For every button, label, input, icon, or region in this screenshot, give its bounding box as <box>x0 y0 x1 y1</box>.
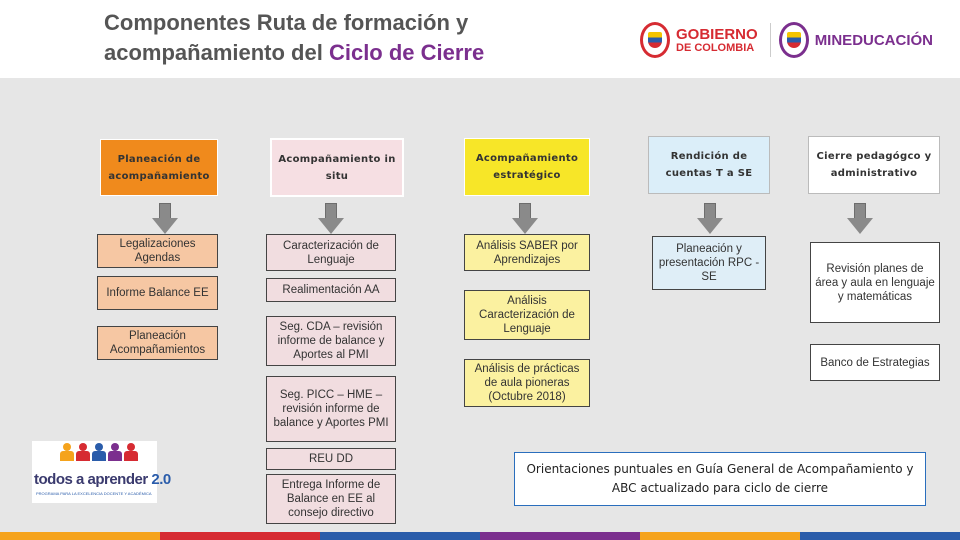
item-informe-balance: Informe Balance EE <box>97 276 218 310</box>
logo-gobierno-line1: GOBIERNO <box>676 25 758 43</box>
logo-taa-subtitle: PROGRAMA PARA LA EXCELENCIA DOCENTE Y ACADÉMICA <box>36 491 152 496</box>
page-title <box>104 8 624 68</box>
logo-gobierno <box>676 27 758 54</box>
logo-taa-text: todos a aprender 2.0 <box>34 471 171 488</box>
note-orientaciones: Orientaciones puntuales en Guía General de Acompañamiento y ABC actualizado para ciclo de cierre <box>514 452 926 506</box>
column-header-acompanamiento-in-situ: Acompañamiento in situ <box>270 138 404 197</box>
column-header-cierre: Cierre pedagógco y administrativo <box>808 136 940 194</box>
logo-separator <box>770 23 771 57</box>
item-analisis-practicas: Análisis de prácticas de aula pioneras (Octubre 2018) <box>464 359 590 407</box>
item-seg-cda: Seg. CDA – revisión informe de balance y Aportes al PMI <box>266 316 396 366</box>
item-revision-planes: Revisión planes de área y aula en lenguaje y matemáticas <box>810 242 940 323</box>
item-planeacion-acompanamientos: Planeación Acompañamientos <box>97 326 218 360</box>
colombia-shield-icon <box>640 22 670 58</box>
item-legalizaciones: Legalizaciones Agendas <box>97 234 218 268</box>
down-arrow-icon <box>152 203 178 235</box>
column-header-acompanamiento-estrategico: Acompañamiento estratégico <box>464 138 590 196</box>
title-text: Componentes Ruta de formación y acompañamiento del <box>104 10 469 65</box>
down-arrow-icon <box>697 203 723 235</box>
column-header-rendicion: Rendición de cuentas T a SE <box>648 136 770 194</box>
header <box>0 0 960 78</box>
down-arrow-icon <box>318 203 344 235</box>
diagram-area <box>0 78 960 540</box>
item-seg-picc: Seg. PICC – HME – revisión informe de balance y Aportes PMI <box>266 376 396 442</box>
item-planeacion-rpc: Planeación y presentación RPC - SE <box>652 236 766 290</box>
mineducacion-shield-icon <box>779 22 809 58</box>
item-reu-dd: REU DD <box>266 448 396 470</box>
column-header-planeacion: Planeación de acompañamiento <box>100 139 218 196</box>
bottom-color-strip <box>0 532 960 540</box>
item-entrega-informe: Entrega Informe de Balance en EE al consejo directivo <box>266 474 396 524</box>
logos <box>640 20 933 60</box>
item-realimentacion-aa: Realimentación AA <box>266 278 396 302</box>
logo-todos-a-aprender <box>32 441 171 503</box>
item-caracterizacion-lenguaje: Caracterización de Lenguaje <box>266 234 396 271</box>
title-highlight: Ciclo de Cierre <box>328 40 485 65</box>
down-arrow-icon <box>512 203 538 235</box>
item-analisis-caracterizacion: Análisis Caracterización de Lenguaje <box>464 290 590 340</box>
logo-mineducacion: MINEDUCACIÓN <box>814 31 934 49</box>
people-icon <box>60 443 138 461</box>
item-banco-estrategias: Banco de Estrategias <box>810 344 940 381</box>
logo-gobierno-line2: DE COLOMBIA <box>676 41 755 54</box>
item-analisis-saber: Análisis SABER por Aprendizajes <box>464 234 590 271</box>
down-arrow-icon <box>847 203 873 235</box>
